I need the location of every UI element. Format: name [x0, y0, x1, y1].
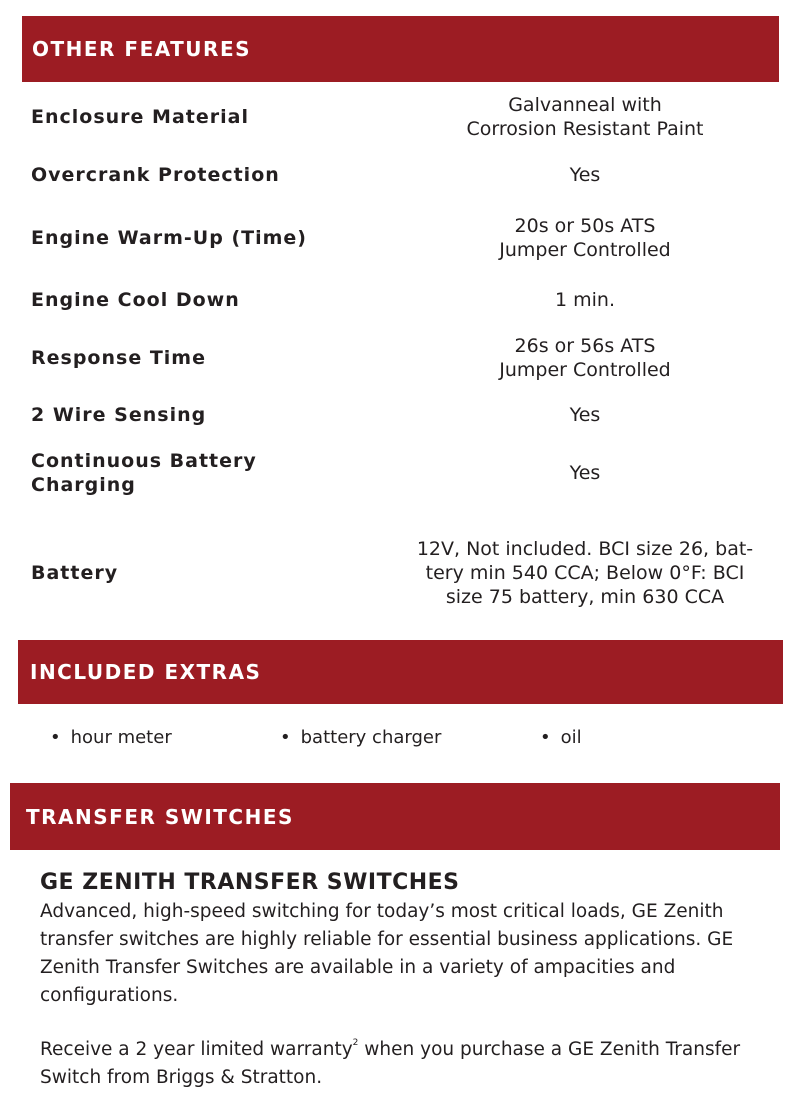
warranty-paragraph: [40, 1036, 780, 1092]
spec-label-2-wire-sensing: 2 Wire Sensing: [31, 404, 207, 426]
spec-value-enclosure-material: Galvanneal with Corrosion Resistant Paint: [466, 94, 704, 140]
included-extras-heading-text: INCLUDED EXTRAS: [30, 660, 262, 684]
ge-zenith-description: Advanced, high-speed switching for today’s most critical loads, GE Zenith transfer switches are highly reliable for essential business applications. GE Zenith Transfer Switches are available in a variety of ampacities and configurations.: [40, 901, 734, 1006]
bullet-icon: •: [280, 727, 291, 748]
warranty-text-end: when you purchase a GE Zenith Transfer Switch from Briggs & Stratton.: [40, 1039, 741, 1088]
transfer-switches-heading-text: TRANSFER SWITCHES: [26, 804, 294, 829]
spec-value-engine-cool-down: 1 min.: [555, 289, 615, 311]
spec-value-engine-warm-up: 20s or 50s ATS Jumper Controlled: [499, 215, 671, 261]
other-features-heading-text: OTHER FEATURES: [32, 37, 252, 61]
bullet-icon: •: [50, 727, 61, 748]
bullet-icon: •: [540, 727, 551, 748]
spec-label-continuous-battery-charging: Continuous Battery Charging: [31, 450, 257, 496]
spec-label-engine-cool-down: Engine Cool Down: [31, 289, 240, 311]
spec-value-2-wire-sensing: Yes: [569, 404, 601, 426]
footnote-mark: 2: [352, 1038, 359, 1048]
spec-value-continuous-battery-charging: Yes: [569, 462, 601, 484]
transfer-switches-heading: [10, 783, 780, 850]
ge-zenith-title: GE ZENITH TRANSFER SWITCHES: [40, 870, 460, 895]
spec-value-overcrank-protection: Yes: [569, 164, 601, 186]
included-extras-heading: [18, 640, 783, 704]
spec-label-overcrank-protection: Overcrank Protection: [31, 164, 280, 186]
spec-label-engine-warm-up: Engine Warm-Up (Time): [31, 227, 307, 249]
spec-label-response-time: Response Time: [31, 347, 206, 369]
extras-list-item: [280, 726, 441, 750]
extras-list-item: [540, 726, 582, 750]
spec-label-enclosure-material: Enclosure Material: [31, 106, 249, 128]
other-features-heading: [22, 16, 779, 82]
spec-value-response-time: 26s or 56s ATS Jumper Controlled: [499, 335, 671, 381]
warranty-text-start: Receive a 2 year limited warranty: [40, 1039, 353, 1060]
extras-item-label: battery charger: [300, 727, 442, 748]
extras-list-item: [50, 726, 172, 750]
extras-item-label: oil: [560, 727, 582, 748]
spec-label-battery: Battery: [31, 562, 119, 584]
extras-item-label: hour meter: [70, 727, 172, 748]
spec-value-battery: 12V, Not included. BCI size 26, bat- tery min 540 CCA; Below 0°F: BCI size 75 battery, min 630 CCA: [416, 538, 754, 608]
